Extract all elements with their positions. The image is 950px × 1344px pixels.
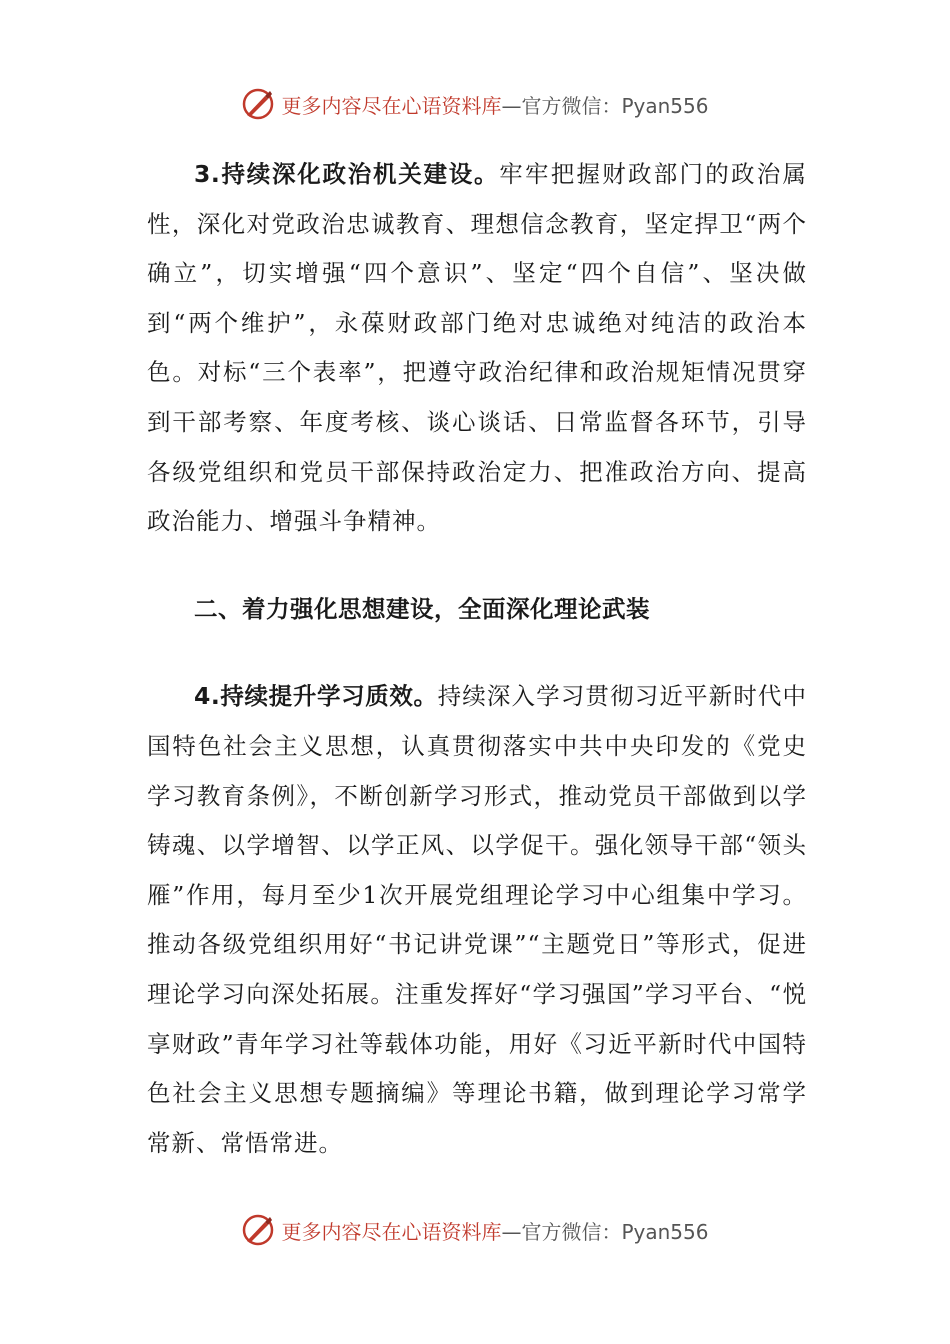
spacer — [147, 547, 807, 585]
spacer — [147, 634, 807, 672]
watermark-text — [281, 1216, 708, 1245]
paragraph-section-4 — [147, 672, 807, 1168]
section-heading-2: 二、着力强化思想建设，全面深化理论武装 — [194, 594, 650, 623]
watermark-text-main: 更多内容尽在心语资料库 — [281, 1219, 502, 1244]
watermark-banner-top — [0, 82, 950, 126]
watermark-text-main: 更多内容尽在心语资料库 — [281, 93, 502, 118]
watermark-text — [281, 90, 708, 119]
watermark-banner-bottom — [0, 1208, 950, 1252]
pen-circle-logo-icon — [241, 1213, 275, 1247]
section-3-body: 牢牢把握财政部门的政治属性，深化对党政治忠诚教育、理想信念教育，坚定捍卫“两个确立”，切实增强“四个意识”、坚定“四个自信”、坚决做到“两个维护”，永葆财政部门绝对忠诚绝对纯洁的政治本色。对标“三个表率”，把遵守政治纪律和政治规矩情况贯穿到干部考察、年度考核、谈心谈话、日常监督各环节，引导各级党组织和党员干部保持政治定力、把准政治方向、提高政治能力、增强斗争精神。 — [147, 160, 808, 536]
section-3-title: 3.持续深化政治机关建设。 — [194, 160, 500, 188]
pen-circle-logo-icon — [241, 87, 275, 121]
document-body — [147, 150, 807, 1168]
section-4-body: 持续深入学习贯彻习近平新时代中国特色社会主义思想，认真贯彻落实中共中央印发的《党史学习教育条例》，不断创新学习形式，推动党员干部做到以学铸魂、以学增智、以学正风、以学促干。强化领导干部“领头雁”作用，每月至少1次开展党组理论学习中心组集中学习。推动各级党组织用好“书记讲党课”“主题党日”等形式，促进理论学习向深处拓展。注重发挥好“学习强国”学习平台、“悦享财政”青年学习社等载体功能，用好《习近平新时代中国特色社会主义思想专题摘编》等理论书籍，做到理论学习常学常新、常悟常进。 — [147, 682, 808, 1157]
paragraph-section-3 — [147, 150, 807, 547]
section-4-title: 4.持续提升学习质效。 — [194, 682, 438, 711]
watermark-text-secondary: —官方微信：Pyan556 — [501, 1219, 709, 1244]
watermark-text-secondary: —官方微信：Pyan556 — [501, 93, 709, 118]
